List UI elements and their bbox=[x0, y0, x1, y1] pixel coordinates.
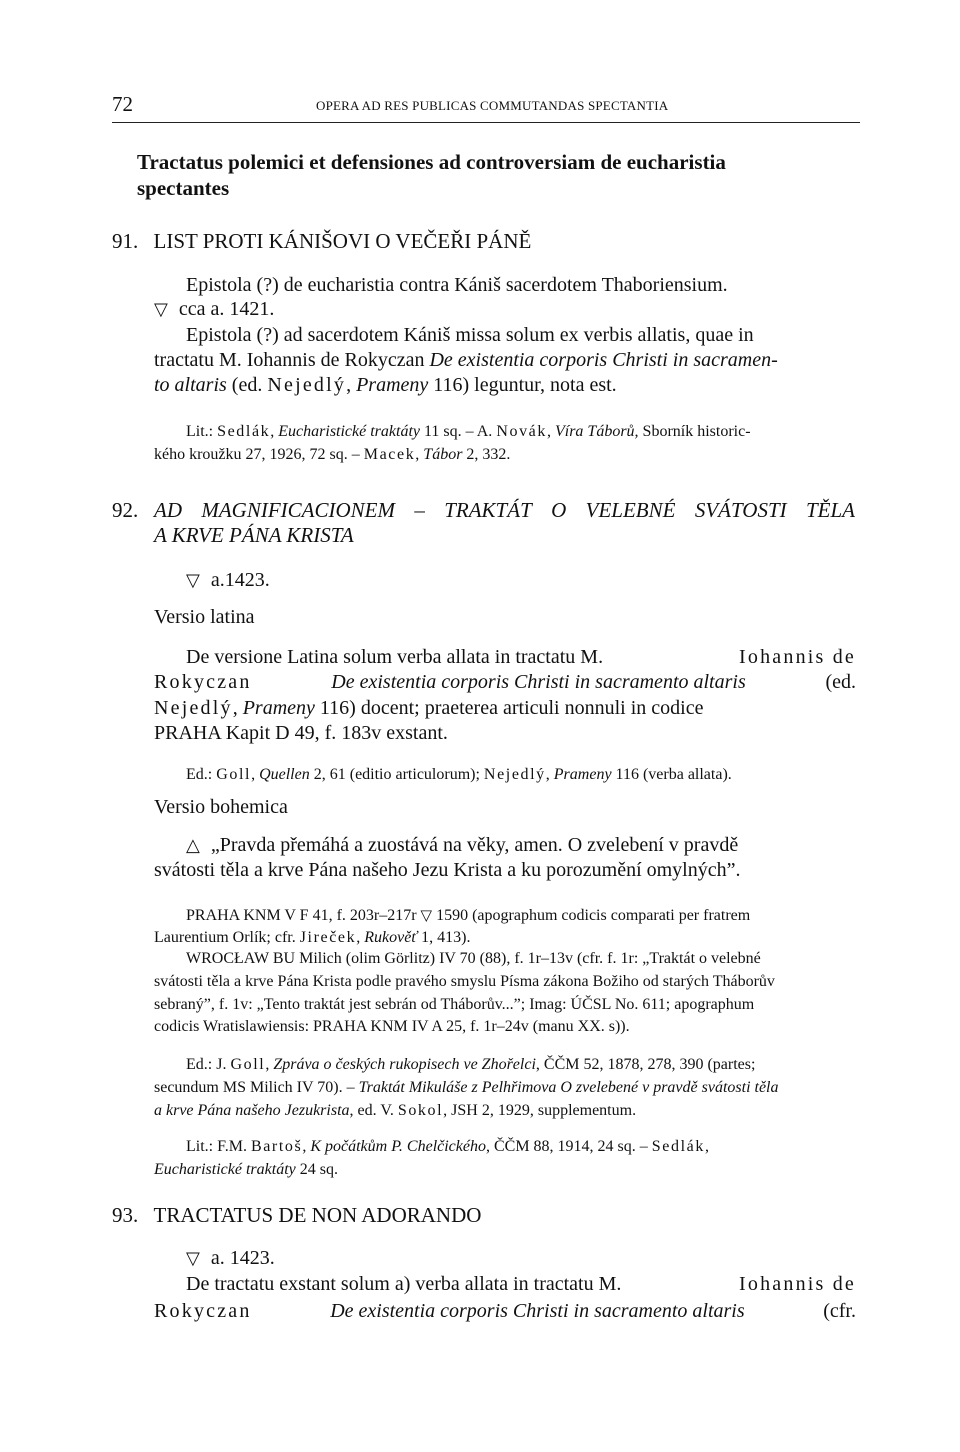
entry-93-work-title: De existentia corporis Christi in sacramento altaris bbox=[330, 1300, 745, 1322]
section-title-line-2: spectantes bbox=[137, 176, 230, 200]
entry-91-text: tractatu M. Iohannis de Rokyczan bbox=[154, 349, 430, 371]
ms-text: PRAHA KNM V F 41, f. 203r–217r bbox=[186, 907, 421, 924]
versio-latina-line-1 bbox=[186, 646, 856, 669]
edition-2-line-2 bbox=[154, 1079, 779, 1097]
entry-93-date: a. 1423. bbox=[210, 1247, 275, 1269]
lit-title: K počátkům P. Chelčického bbox=[310, 1138, 486, 1155]
lit-author: Sedlák bbox=[651, 1138, 705, 1155]
vl-author: Rokyczan bbox=[154, 671, 252, 693]
lit-label: Lit.: F.M. bbox=[186, 1138, 251, 1155]
lit-text: , bbox=[546, 423, 555, 440]
ed-title: Prameny bbox=[553, 766, 612, 783]
versio-latina-heading: Versio latina bbox=[154, 606, 255, 628]
versio-bohemica-heading: Versio bohemica bbox=[154, 796, 288, 818]
ed-text: , bbox=[265, 1056, 274, 1073]
entry-91-title: LIST PROTI KÁNIŠOVI O VEČEŘI PÁNĚ bbox=[153, 229, 532, 253]
ed-text: , bbox=[251, 766, 260, 783]
literature-2-line-2 bbox=[154, 1161, 338, 1179]
ed-title: Traktát Mikuláše z Pelhřimova O zvelebené v pravdě svátosti těla bbox=[358, 1079, 779, 1096]
ms-text: , bbox=[356, 929, 365, 946]
vl-work-title: De existentia corporis Christi in sacramento altaris bbox=[331, 671, 746, 693]
triangle-down-icon: ▽ bbox=[186, 1248, 200, 1269]
manuscript-praha-line-1 bbox=[186, 906, 750, 925]
entry-91-text: (ed. bbox=[226, 374, 268, 396]
triangle-down-icon: ▽ bbox=[186, 570, 200, 591]
entry-93-text: (cfr. bbox=[823, 1300, 856, 1322]
title-word: – bbox=[414, 498, 425, 522]
triangle-down-icon: ▽ bbox=[154, 299, 168, 320]
title-word: TĚLA bbox=[805, 498, 855, 522]
entry-93-date-line bbox=[186, 1247, 275, 1270]
title-word: MAGNIFICACIONEM bbox=[201, 498, 395, 522]
lit-text: , bbox=[704, 1138, 709, 1155]
versio-bohemica-incipit-line-2: svátosti těla a krve Pána našeho Jezu Krista a ku porozumění omylných”. bbox=[154, 859, 741, 881]
entry-92-title-line-1 bbox=[154, 498, 855, 523]
entry-91-paragraph-line-2 bbox=[154, 349, 778, 372]
versio-latina-line-4: PRAHA Kapit D 49, f. 183v exstant. bbox=[154, 722, 448, 744]
ed-text: 2, 61 (editio articulorum); bbox=[309, 766, 484, 783]
ed-author: Sokol bbox=[397, 1102, 444, 1119]
lit-author: Novák bbox=[496, 423, 547, 440]
manuscript-wroclaw-line-3: sebraný”, f. 1v: „Tento traktát jest sebrán od Tháborův...”; Imag: ÚČSL No. 611; apographum bbox=[154, 996, 755, 1013]
lit-text: , bbox=[415, 446, 424, 463]
lit-title: Tábor bbox=[423, 446, 463, 463]
section-title-line-1: Tractatus polemici et defensiones ad controversiam de eucharistia bbox=[137, 150, 726, 174]
entry-93-heading bbox=[112, 1203, 481, 1228]
entry-92-date: a.1423. bbox=[210, 569, 270, 591]
title-word: O bbox=[551, 498, 567, 522]
lit-author: Sedlák bbox=[217, 423, 271, 440]
title-word: AD bbox=[154, 498, 182, 522]
ed-author: Goll bbox=[216, 766, 252, 783]
lit-text: kého kroužku 27, 1926, 72 sq. – bbox=[154, 446, 364, 463]
vb-incipit: „Pravda přemáhá a zuostává na věky, amen. O zvelebení v pravdě bbox=[210, 834, 739, 856]
entry-91-paragraph-line-1 bbox=[186, 324, 856, 347]
lit-text: , ČČM 88, 1914, 24 sq. – bbox=[485, 1138, 652, 1155]
vl-author: Iohannis de bbox=[739, 646, 856, 668]
entry-93-title: TRACTATUS DE NON ADORANDO bbox=[153, 1203, 482, 1227]
entry-92-number: 92. bbox=[112, 498, 139, 522]
title-word: SVÁTOSTI bbox=[694, 498, 787, 522]
ed-label: Ed.: bbox=[186, 766, 217, 783]
ms-text: 1, 413). bbox=[417, 929, 471, 946]
vl-text: (ed. bbox=[825, 671, 856, 693]
running-header bbox=[112, 92, 860, 123]
literature-2-line-1 bbox=[186, 1138, 709, 1156]
lit-author: Bartoš bbox=[250, 1138, 303, 1155]
entry-91-heading bbox=[112, 229, 531, 254]
manuscript-wroclaw-line-1: WROCŁAW BU Milich (olim Görlitz) IV 70 (88), f. 1r–13v (cfr. f. 1r: „Traktát o velebné bbox=[186, 950, 761, 967]
ms-text: 1590 (apographum codicis comparati per fratrem bbox=[432, 907, 751, 924]
manuscript-praha-line-2 bbox=[154, 929, 470, 947]
ed-author: Nejedlý bbox=[483, 766, 546, 783]
versio-latina-edition bbox=[186, 766, 732, 784]
lit-title: Eucharistické traktáty bbox=[278, 423, 420, 440]
vl-text: , bbox=[232, 697, 243, 719]
ed-title: Quellen bbox=[259, 766, 310, 783]
entry-92-title-line-2: A KRVE PÁNA KRISTA bbox=[154, 523, 354, 547]
entry-91-literature-line-1 bbox=[186, 423, 751, 441]
triangle-up-icon: △ bbox=[186, 835, 200, 856]
entry-93-author: Iohannis de bbox=[739, 1273, 856, 1295]
lit-text: 24 sq. bbox=[295, 1161, 338, 1178]
lit-text: 11 sq. – A. bbox=[420, 423, 497, 440]
manuscript-wroclaw-line-4: codicis Wratislawiensis: PRAHA KNM IV A 25, f. 1r–24v (manu XX. s)). bbox=[154, 1018, 630, 1035]
ed-label: Ed.: J. bbox=[186, 1056, 231, 1073]
page-number: 72 bbox=[112, 92, 133, 116]
ed-title: Zpráva o českých rukopisech ve Zhořelci bbox=[273, 1056, 536, 1073]
versio-latina-line-3 bbox=[154, 697, 703, 720]
entry-93-author: Rokyczan bbox=[154, 1300, 252, 1322]
entry-91-source: Prameny bbox=[356, 374, 429, 396]
entry-91-author: Nejedlý bbox=[267, 374, 347, 396]
lit-title: Eucharistické traktáty bbox=[154, 1161, 296, 1178]
entry-93-text: De tractatu exstant solum a) verba allata in tractatu M. bbox=[186, 1273, 622, 1295]
vl-text: 116) docent; praeterea articuli nonnuli in codice bbox=[314, 697, 704, 719]
entry-91-text: , bbox=[346, 374, 357, 396]
edition-2-line-1 bbox=[186, 1056, 755, 1074]
ms-text: Laurentium Orlík; cfr. bbox=[154, 929, 300, 946]
entry-93-paragraph-line-2 bbox=[154, 1300, 856, 1323]
lit-text: , bbox=[302, 1138, 311, 1155]
ed-text: , ed. V. bbox=[349, 1102, 398, 1119]
entry-91-date-line bbox=[154, 298, 274, 321]
ed-text: 116 (verba allata). bbox=[611, 766, 732, 783]
triangle-down-icon: ▽ bbox=[420, 906, 433, 924]
entry-91-paragraph-line-3 bbox=[154, 374, 617, 397]
entry-91-literature-line-2 bbox=[154, 446, 510, 464]
ed-text: secundum MS Milich IV 70). – bbox=[154, 1079, 359, 1096]
lit-text: , bbox=[270, 423, 279, 440]
ed-text: , JSH 2, 1929, supplementum. bbox=[443, 1102, 637, 1119]
entry-91-text: 116) leguntur, nota est. bbox=[428, 374, 617, 396]
lit-text: 2, 332. bbox=[462, 446, 511, 463]
vl-text: De versione Latina solum verba allata in tractatu M. bbox=[186, 646, 604, 668]
entry-91-work-title-cont: to altaris bbox=[154, 374, 227, 396]
entry-91-paragraph-text-1: Epistola (?) ad sacerdotem Kániš missa solum ex verbis allatis, quae in bbox=[186, 324, 754, 346]
edition-2-line-3 bbox=[154, 1102, 636, 1120]
entry-91-date: cca a. 1421. bbox=[178, 298, 275, 320]
entry-91-description-line-1: Epistola (?) de eucharistia contra Kániš sacerdotem Thaboriensium. bbox=[186, 274, 728, 296]
ed-title: a krve Pána našeho Jezukrista bbox=[154, 1102, 350, 1119]
lit-text: Sborník historic- bbox=[638, 423, 751, 440]
ms-author: Jireček bbox=[299, 929, 357, 946]
ms-title: Rukověť bbox=[364, 929, 418, 946]
ed-author: Goll bbox=[230, 1056, 266, 1073]
title-word: VELEBNÉ bbox=[585, 498, 676, 522]
versio-latina-line-2 bbox=[154, 671, 856, 694]
versio-bohemica-incipit-line-1 bbox=[186, 834, 738, 857]
lit-author: Macek bbox=[363, 446, 416, 463]
ed-text: , ČČM 52, 1878, 278, 390 (partes; bbox=[535, 1056, 756, 1073]
ed-text: , bbox=[545, 766, 554, 783]
entry-91-number: 91. bbox=[112, 229, 139, 253]
vl-source: Prameny bbox=[242, 697, 315, 719]
lit-label: Lit.: bbox=[186, 423, 218, 440]
entry-93-paragraph-line-1 bbox=[186, 1273, 856, 1296]
title-word: TRAKTÁT bbox=[444, 498, 532, 522]
entry-91-work-title: De existentia corporis Christi in sacramen- bbox=[429, 349, 778, 371]
vl-author: Nejedlý bbox=[154, 697, 233, 719]
manuscript-wroclaw-line-2: svátosti těla a krve Pána Krista podle pravého smyslu Písma zákona Božiho od starých Tháborův bbox=[154, 973, 775, 990]
lit-title: Víra Táborů, bbox=[554, 423, 639, 440]
entry-92-date-line bbox=[186, 569, 270, 592]
running-title: OPERA AD RES PUBLICAS COMMUTANDAS SPECTANTIA bbox=[316, 98, 669, 113]
entry-93-number: 93. bbox=[112, 1203, 139, 1227]
